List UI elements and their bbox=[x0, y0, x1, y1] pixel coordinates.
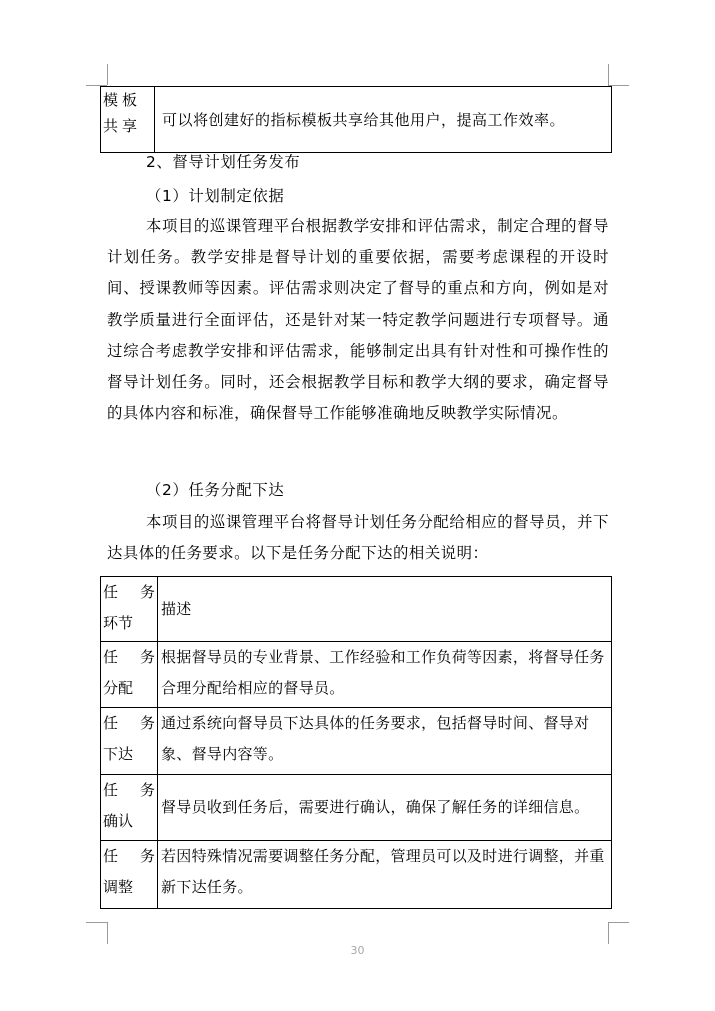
page-number: 30 bbox=[350, 944, 365, 957]
stage-char: 务 bbox=[139, 714, 155, 732]
stage-name: 下达 bbox=[103, 745, 134, 763]
row-stage-cell bbox=[101, 708, 158, 775]
row-description-cell: 若因特殊情况需要调整任务分配，管理员可以及时进行调整，并重新下达任务。 bbox=[158, 841, 612, 909]
row-stage-cell bbox=[101, 775, 158, 841]
table-header-row bbox=[101, 577, 612, 642]
stage-name: 确认 bbox=[103, 812, 134, 830]
header-char-2: 务 bbox=[139, 583, 155, 601]
assignment-paragraph: 本项目的巡课管理平台将督导计划任务分配给相应的督导员，并下达具体的任务要求。以下是任务分配下达的相关说明： bbox=[107, 513, 609, 563]
section-heading: 2、督导计划任务发布 bbox=[146, 153, 301, 171]
crop-mark-top-right-v bbox=[608, 64, 609, 85]
stage-name: 分配 bbox=[103, 679, 134, 697]
crop-mark-bottom-right-h bbox=[608, 922, 629, 923]
stage-char: 任 bbox=[103, 781, 119, 799]
stage-char: 任 bbox=[103, 847, 119, 865]
stage-char: 务 bbox=[139, 847, 155, 865]
crop-mark-top-left-v bbox=[107, 64, 108, 85]
table-row bbox=[101, 841, 612, 909]
crop-mark-bottom-left-v bbox=[107, 922, 108, 944]
row-description-cell: 通过系统向督导员下达具体的任务要求，包括督导时间、督导对象、督导内容等。 bbox=[158, 708, 612, 775]
stage-char: 务 bbox=[139, 781, 155, 799]
header-cell-description: 描述 bbox=[158, 577, 612, 642]
crop-mark-bottom-right-v bbox=[608, 922, 609, 944]
stage-char: 任 bbox=[103, 648, 119, 666]
task-table bbox=[100, 576, 612, 909]
template-share-label: 模板共享 bbox=[101, 87, 155, 152]
row-stage-cell bbox=[101, 841, 158, 909]
header-char-1: 任 bbox=[103, 583, 119, 601]
stage-char: 任 bbox=[103, 714, 119, 732]
row-stage-cell bbox=[101, 642, 158, 708]
subsection-heading-2: （2）任务分配下达 bbox=[146, 481, 285, 499]
stage-name: 调整 bbox=[103, 878, 134, 896]
template-share-table bbox=[100, 86, 612, 153]
table-row bbox=[101, 708, 612, 775]
header-cell-stage bbox=[101, 577, 158, 642]
table-row bbox=[101, 642, 612, 708]
basis-paragraph: 本项目的巡课管理平台根据教学安排和评估需求，制定合理的督导计划任务。教学安排是督导计划的重要依据，需要考虑课程的开设时间、授课教师等因素。评估需求则决定了督导的重点和方向，例如是对教学质量进行全面评估，还是针对某一特定教学问题进行专项督导。通过综合考虑教学安排和评估需求，能够制定出具有针对性和可操作性的督导计划任务。同时，还会根据教学目标和教学大纲的要求，确定督导的具体内容和标准，确保督导工作能够准确地反映教学实际情况。 bbox=[107, 217, 609, 423]
table-row bbox=[101, 775, 612, 841]
stage-char: 务 bbox=[139, 648, 155, 666]
crop-mark-bottom-left-h bbox=[86, 922, 107, 923]
subsection-heading-1: （1）计划制定依据 bbox=[146, 187, 285, 205]
row-description-cell: 根据督导员的专业背景、工作经验和工作负荷等因素，将督导任务合理分配给相应的督导员。 bbox=[158, 642, 612, 708]
row-description-cell: 督导员收到任务后，需要进行确认，确保了解任务的详细信息。 bbox=[158, 775, 612, 841]
template-share-description: 可以将创建好的指标模板共享给其他用户，提高工作效率。 bbox=[162, 111, 566, 129]
header-char-3: 环节 bbox=[103, 614, 134, 632]
